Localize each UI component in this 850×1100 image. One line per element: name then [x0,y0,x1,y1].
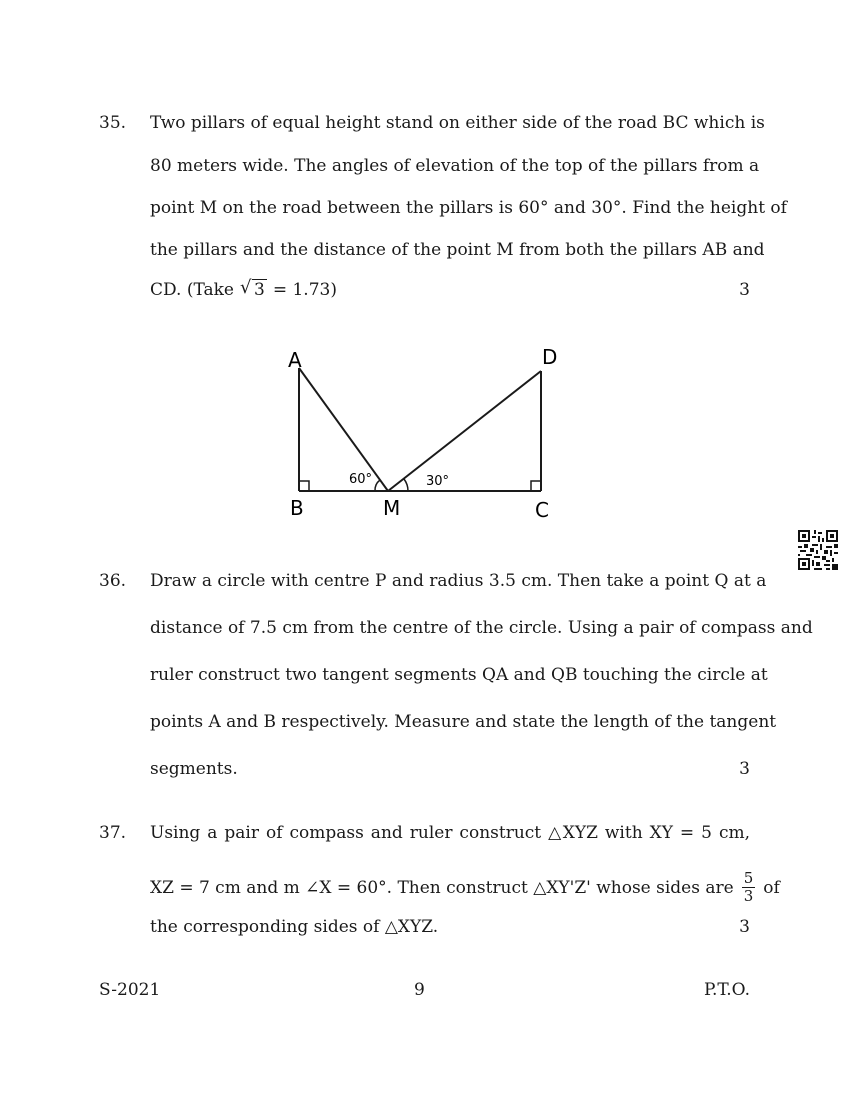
label-d: D [542,345,558,369]
q35-take-text: CD. (Take [150,280,234,300]
footer-page-number: 9 [414,980,425,1000]
q36-line-1: Draw a circle with centre P and radius 3.5 cm. Then take a point Q at a [150,571,767,591]
q36-line-2: distance of 7.5 cm from the centre of the circle. Using a pair of compass and [150,618,813,638]
square-root: √ 3 [240,277,265,300]
q37-line-3: the corresponding sides of △XYZ. [150,917,439,937]
q35-line-2: 80 meters wide. The angles of elevation of the top of the pillars from a [150,156,760,176]
q35-value-text: = 1.73) [272,280,337,300]
angle-arc-30 [404,479,408,491]
q35-marks: 3 [739,280,750,300]
fraction-five-thirds [742,870,756,905]
question-number-35: 35. [99,113,127,133]
right-angle-b [299,481,309,491]
q37-of-text: of [763,877,780,898]
label-a: A [288,348,302,372]
footer-pto: P.T.O. [704,980,750,1000]
q37-line-2 [150,869,780,905]
sqrt-argument: 3 [254,280,265,300]
q35-line-5 [150,277,750,300]
q36-line-5: segments. [150,759,238,779]
q35-line-4: the pillars and the distance of the point M from both the pillars AB and [150,240,765,260]
question-number-36: 36. [99,571,127,591]
question-number-37: 37. [99,823,127,843]
q37-line-2-text: XZ = 7 cm and m ∠X = 60°. Then construct △XY'Z' whose sides are [150,877,734,898]
fraction-numerator: 5 [743,869,754,887]
q35-line-3: point M on the road between the pillars is 60° and 30°. Find the height of [150,198,787,218]
q37-line-1: Using a pair of compass and ruler construct △XYZ with XY = 5 cm, [150,823,750,843]
line-am [299,368,388,491]
q36-line-3: ruler construct two tangent segments QA and QB touching the circle at [150,665,768,685]
pillars-figure [280,340,570,525]
angle-label-60: 60° [349,472,373,487]
label-m: M [383,496,401,520]
qr-code [798,530,838,570]
label-c: C [535,498,549,522]
right-angle-c [531,481,541,491]
q36-line-4: points A and B respectively. Measure and state the length of the tangent [150,712,777,732]
footer-paper-code: S-2021 [99,980,161,1000]
angle-arc-60 [375,480,380,491]
q37-marks: 3 [739,917,750,937]
line-md [388,371,541,491]
angle-label-30: 30° [426,474,450,489]
label-b: B [290,496,304,520]
q36-marks: 3 [739,759,750,779]
q35-line-1: Two pillars of equal height stand on either side of the road BC which is [150,113,765,133]
fraction-denominator: 3 [743,887,754,905]
